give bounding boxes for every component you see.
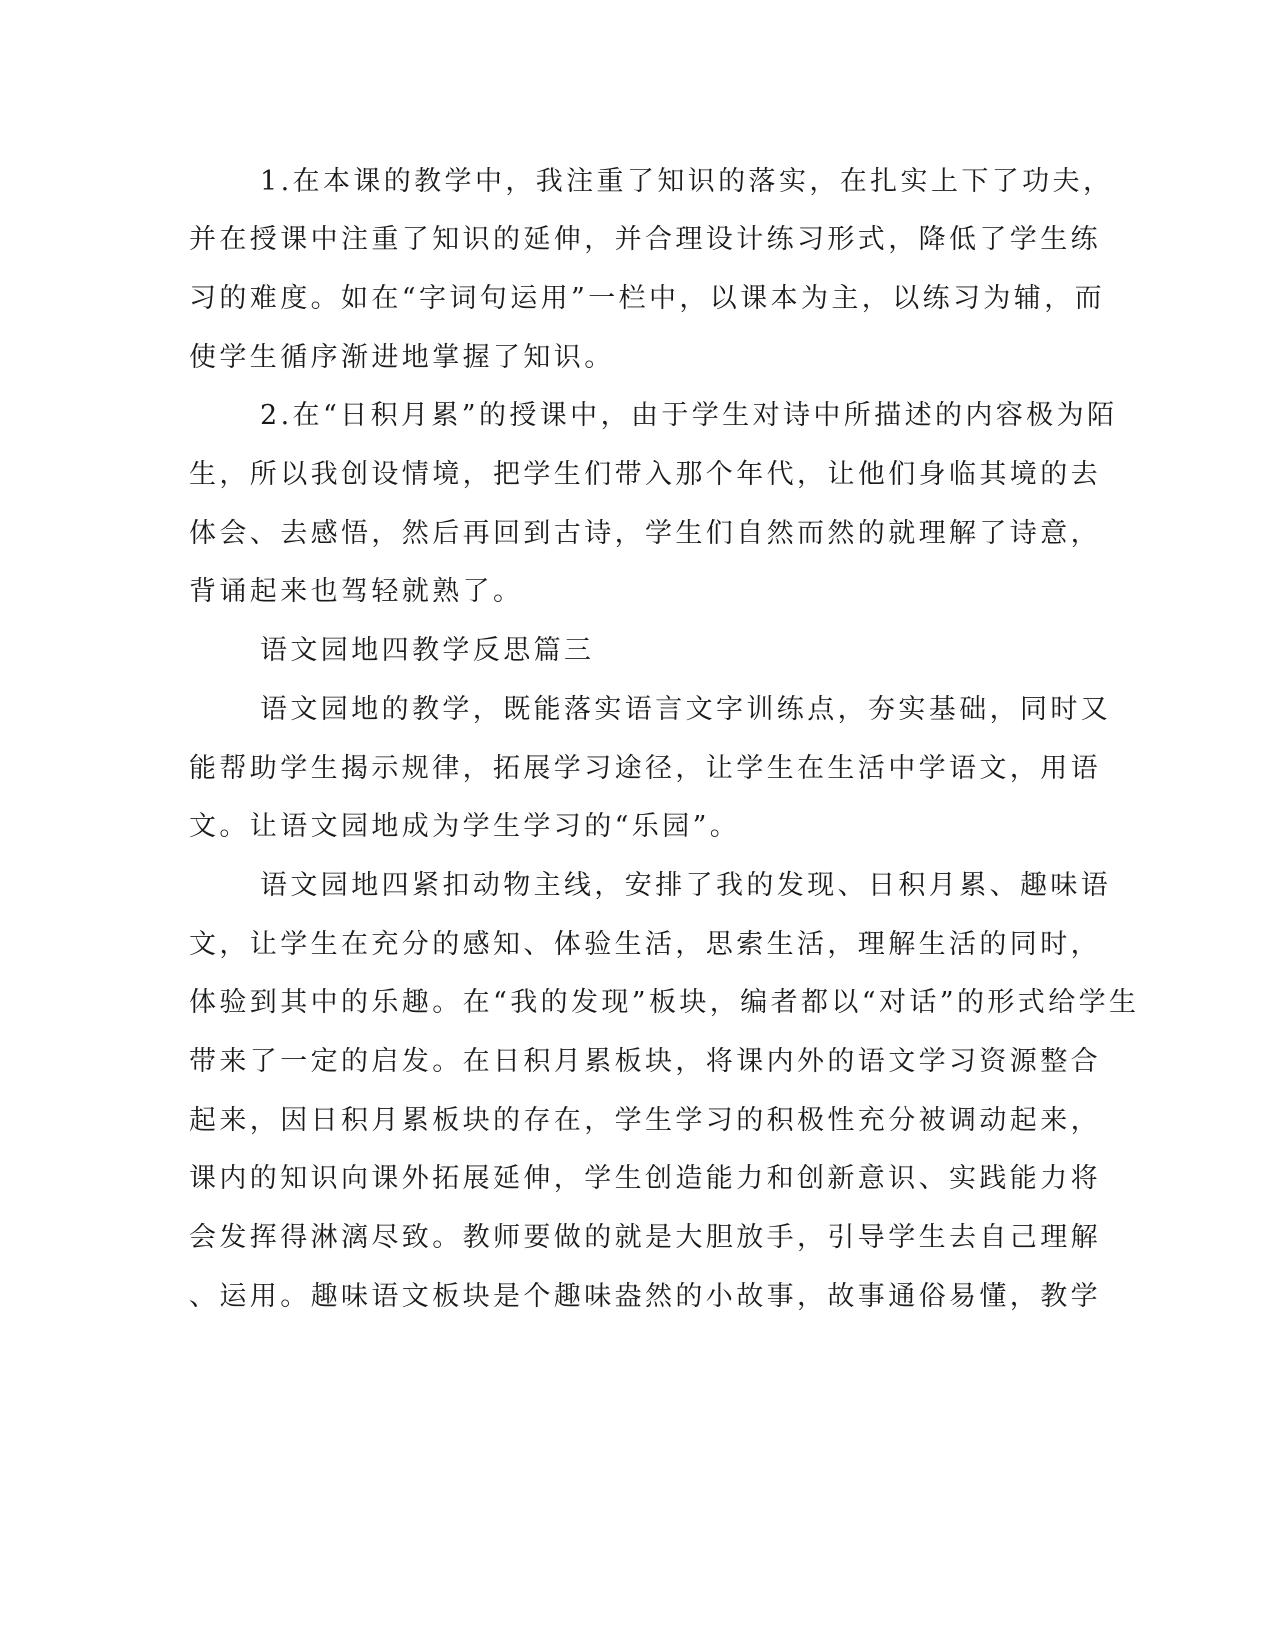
paragraph-2-line-1: 2.在“日积月累”的授课中，由于学生对诗中所描述的内容极为陌: [260, 400, 1118, 431]
paragraph-3-line-1: 语文园地的教学，既能落实语言文字训练点，夯实基础，同时又: [260, 694, 1112, 725]
paragraph-4-line-4: 带来了一定的启发。在日积月累板块，将课内外的语文学习资源整合: [189, 1046, 1101, 1077]
section-heading: 语文园地四教学反思篇三: [260, 635, 595, 666]
paragraph-4-line-2: 文，让学生在充分的感知、体验生活，思索生活，理解生活的同时，: [189, 929, 1101, 960]
paragraph-2-line-3: 体会、去感悟，然后再回到古诗，学生们自然而然的就理解了诗意，: [189, 518, 1101, 549]
paragraph-2-line-4: 背诵起来也驾轻就熟了。: [189, 576, 524, 607]
paragraph-4-line-5: 起来，因日积月累板块的存在，学生学习的积极性充分被调动起来，: [189, 1105, 1101, 1136]
paragraph-4-line-7: 会发挥得淋漓尽致。教师要做的就是大胆放手，引导学生去自己理解: [189, 1222, 1101, 1253]
paragraph-4-line-1: 语文园地四紧扣动物主线，安排了我的发现、日积月累、趣味语: [260, 870, 1112, 901]
paragraph-3-line-2: 能帮助学生揭示规律，拓展学习途径，让学生在生活中学语文，用语: [189, 753, 1101, 784]
paragraph-2-line-2: 生，所以我创设情境，把学生们带入那个年代，让他们身临其境的去: [189, 459, 1101, 490]
paragraph-1-line-1: 1.在本课的教学中，我注重了知识的落实，在扎实上下了功夫，: [260, 166, 1114, 197]
paragraph-1-line-4: 使学生循序渐进地掌握了知识。: [189, 342, 615, 373]
paragraph-1-line-3: 习的难度。如在“字词句运用”一栏中，以课本为主，以练习为辅，而: [189, 283, 1106, 314]
paragraph-4-line-8: 、运用。趣味语文板块是个趣味盎然的小故事，故事通俗易懂，教学: [189, 1281, 1101, 1312]
paragraph-4-line-3: 体验到其中的乐趣。在“我的发现”板块，编者都以“对话”的形式给学生: [189, 987, 1140, 1018]
paragraph-4-line-6: 课内的知识向课外拓展延伸，学生创造能力和创新意识、实践能力将: [189, 1163, 1101, 1194]
paragraph-3-line-3: 文。让语文园地成为学生学习的“乐园”。: [189, 811, 741, 842]
paragraph-1-line-2: 并在授课中注重了知识的延伸，并合理设计练习形式，降低了学生练: [189, 224, 1101, 255]
